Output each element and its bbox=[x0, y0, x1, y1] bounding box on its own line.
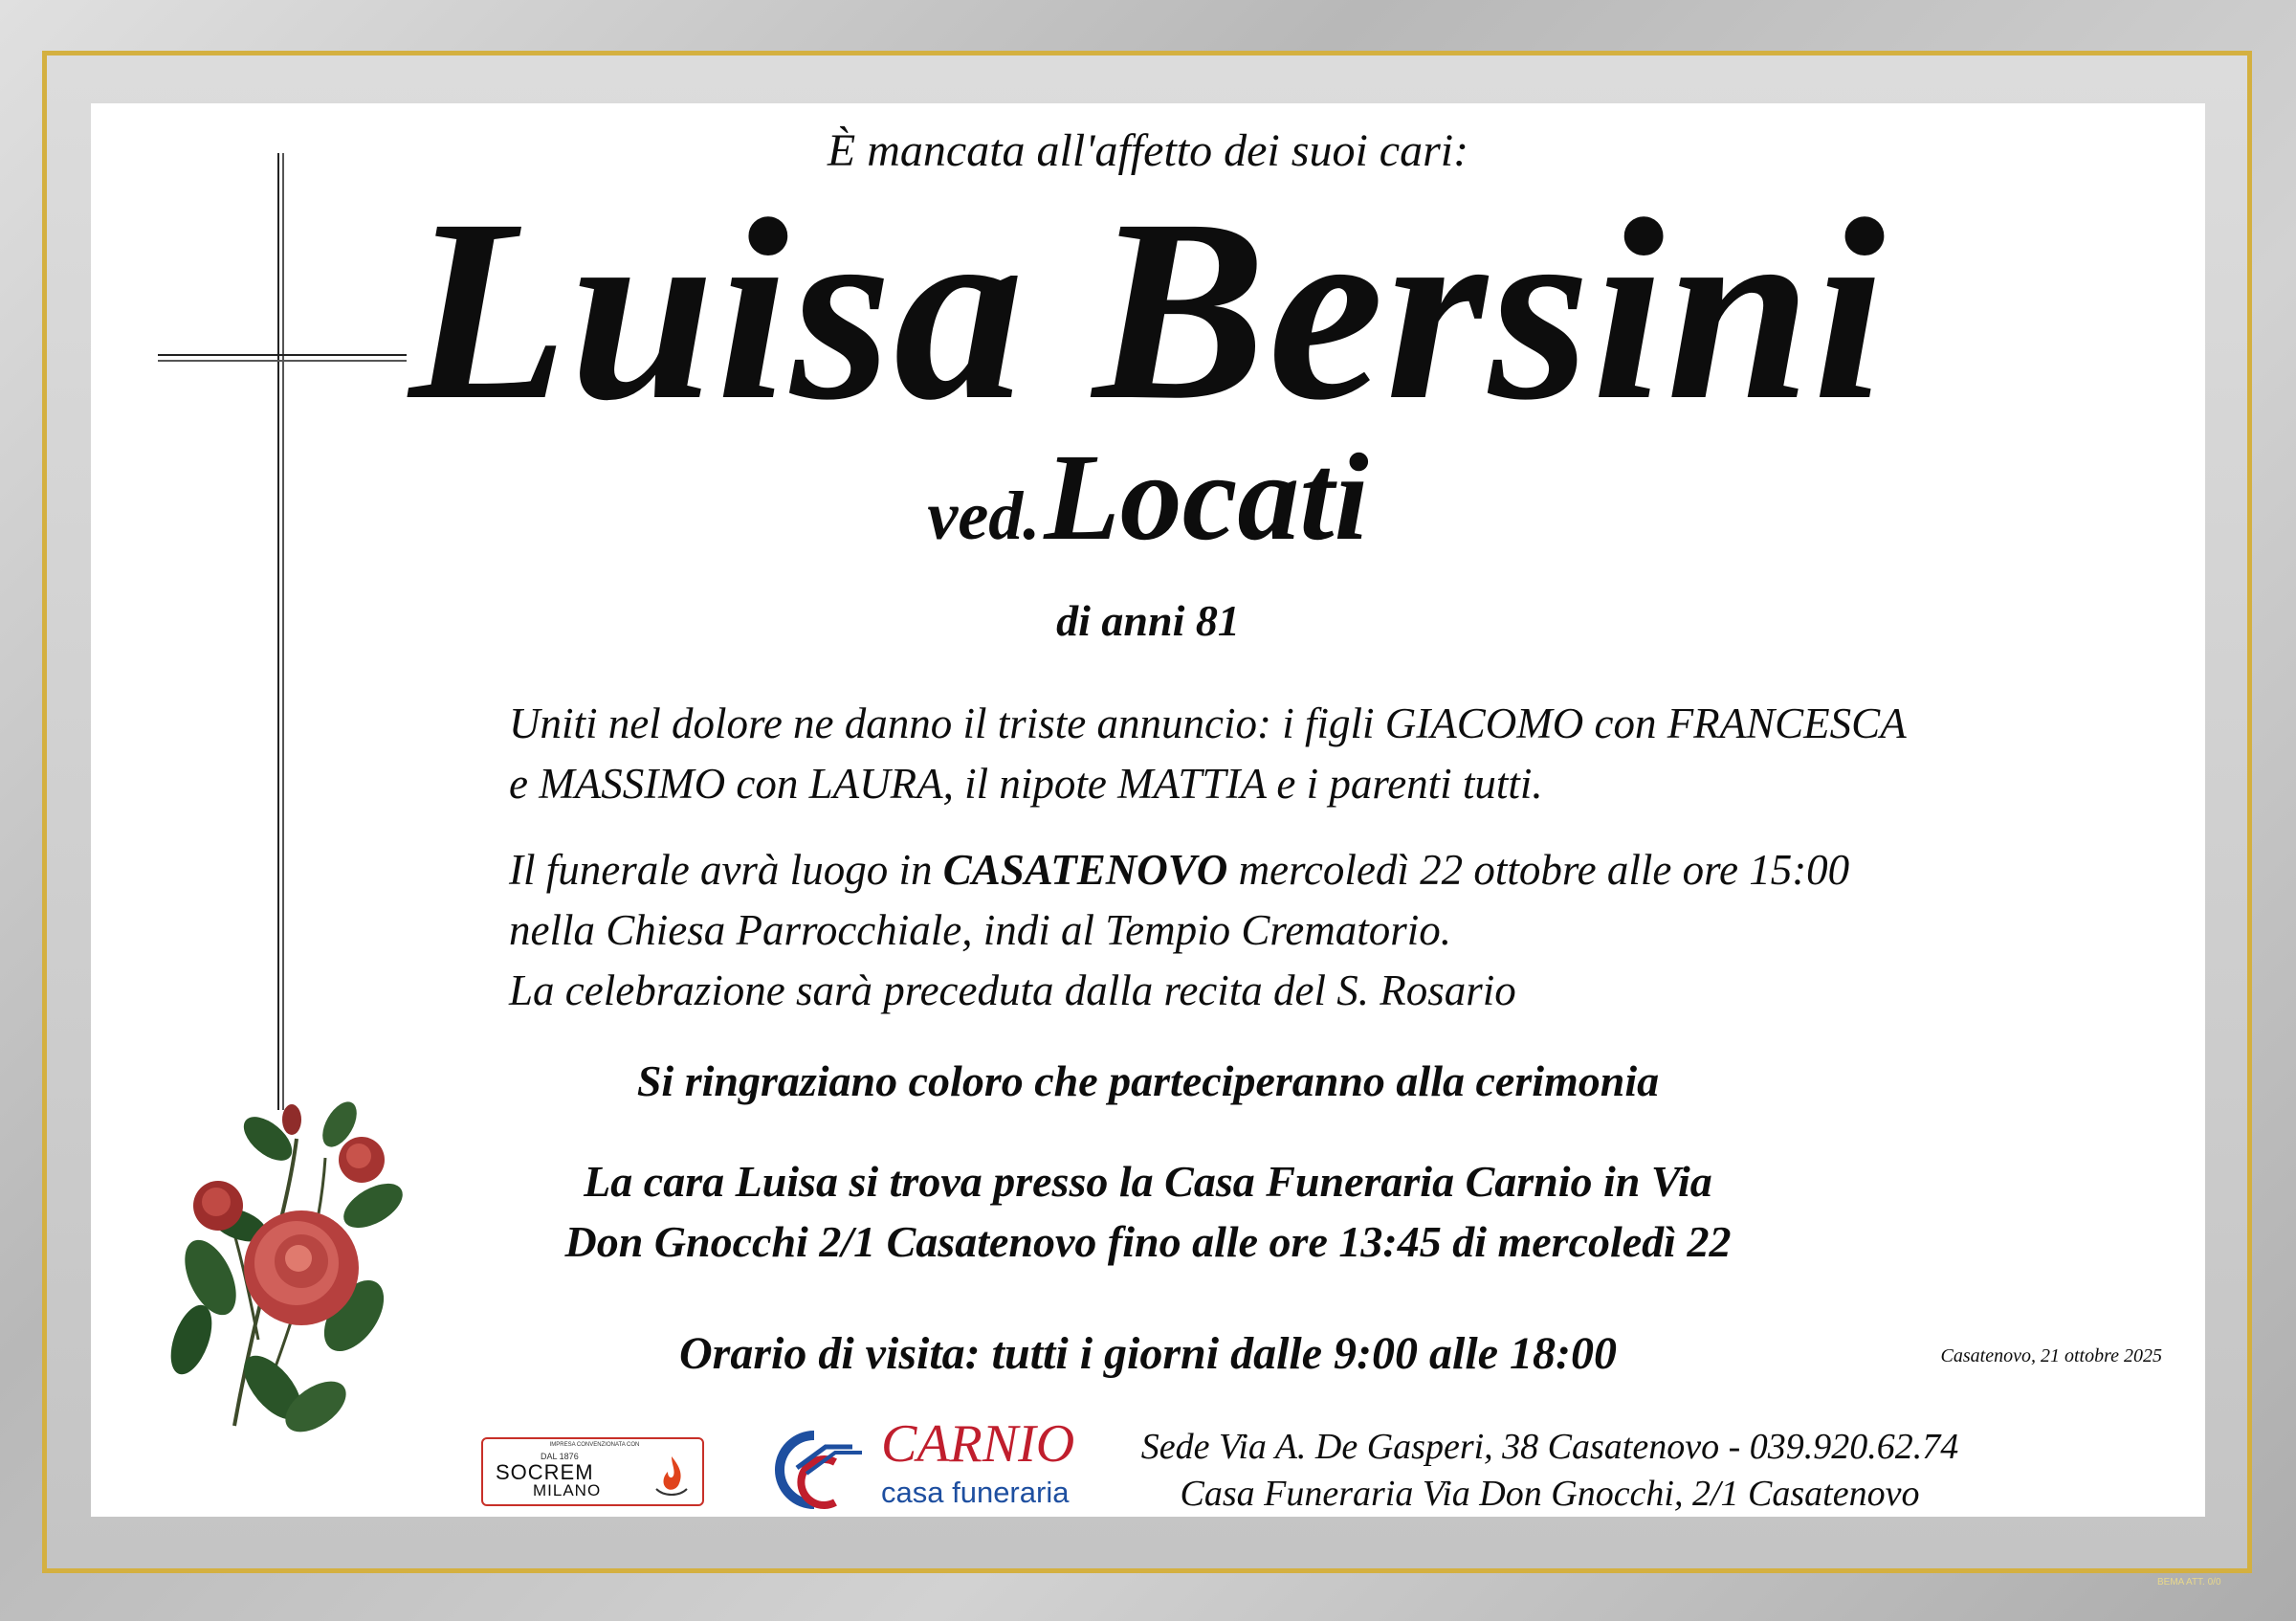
carnio-name: CARNIO bbox=[881, 1414, 1075, 1474]
lying-line: Don Gnocchi 2/1 Casatenovo fino alle ore 13:45 di mercoledì 22 bbox=[564, 1217, 1732, 1266]
funeral-place: CASATENOVO bbox=[942, 846, 1228, 894]
carnio-subtitle: casa funeraria bbox=[881, 1476, 1070, 1509]
married-name-line bbox=[0, 429, 2296, 566]
dateline: Casatenovo, 21 ottobre 2025 bbox=[1940, 1345, 2162, 1366]
address-line: Casa Funeraria Via Don Gnocchi, 2/1 Casatenovo bbox=[1180, 1474, 1920, 1514]
socrem-word2: MILANO bbox=[533, 1481, 602, 1499]
married-surname: Locati bbox=[1044, 429, 1369, 566]
socrem-tagline: IMPRESA CONVENZIONATA CON bbox=[549, 1442, 640, 1448]
funeral-line-3: La celebrazione sarà preceduta dalla recita del S. Rosario bbox=[509, 966, 1516, 1014]
announcement-line: Uniti nel dolore ne danno il triste annuncio: i figli GIACOMO con FRANCESCA bbox=[509, 699, 1907, 747]
announcement-paragraph bbox=[509, 694, 2087, 814]
widow-prefix: ved. bbox=[927, 477, 1041, 554]
funeral-line-1 bbox=[509, 840, 2087, 900]
deceased-name: Luisa Bersini bbox=[408, 166, 1888, 454]
thanks-line: Si ringraziano coloro che parteciperanno alla cerimonia bbox=[636, 1056, 1660, 1105]
funeral-home-address bbox=[1071, 1424, 2028, 1518]
age-line: di anni 81 bbox=[1056, 596, 1240, 645]
socrem-logo bbox=[481, 1437, 704, 1506]
funeral-paragraph bbox=[509, 840, 2087, 1021]
address-line: Sede Via A. De Gasperi, 38 Casatenovo - 039.920.62.74 bbox=[1140, 1427, 1959, 1467]
intro-line: È mancata all'affetto dei suoi cari: bbox=[827, 125, 1469, 176]
socrem-word1: SOCREM bbox=[496, 1460, 594, 1484]
visiting-hours: Orario di visita: tutti i giorni dalle 9:00 alle 18:00 bbox=[678, 1328, 1617, 1379]
lying-line: La cara Luisa si trova presso la Casa Funeraria Carnio in Via bbox=[584, 1157, 1712, 1206]
funeral-post: mercoledì 22 ottobre alle ore 15:00 bbox=[1227, 846, 1850, 894]
socrem-since: DAL 1876 bbox=[541, 1452, 579, 1461]
carnio-monogram-icon bbox=[768, 1424, 869, 1516]
announcement-line: e MASSIMO con LAURA, il nipote MATTIA e i parenti tutti. bbox=[509, 760, 1543, 808]
lying-in-state-paragraph bbox=[0, 1151, 2296, 1272]
funeral-line-2: nella Chiesa Parrocchiale, indi al Tempio Crematorio. bbox=[509, 906, 1451, 954]
socrem-flame-icon bbox=[651, 1453, 693, 1499]
funeral-pre: Il funerale avrà luogo in bbox=[509, 846, 943, 894]
watermark-text: BEMA ATT. 0/0 bbox=[2157, 1577, 2221, 1588]
